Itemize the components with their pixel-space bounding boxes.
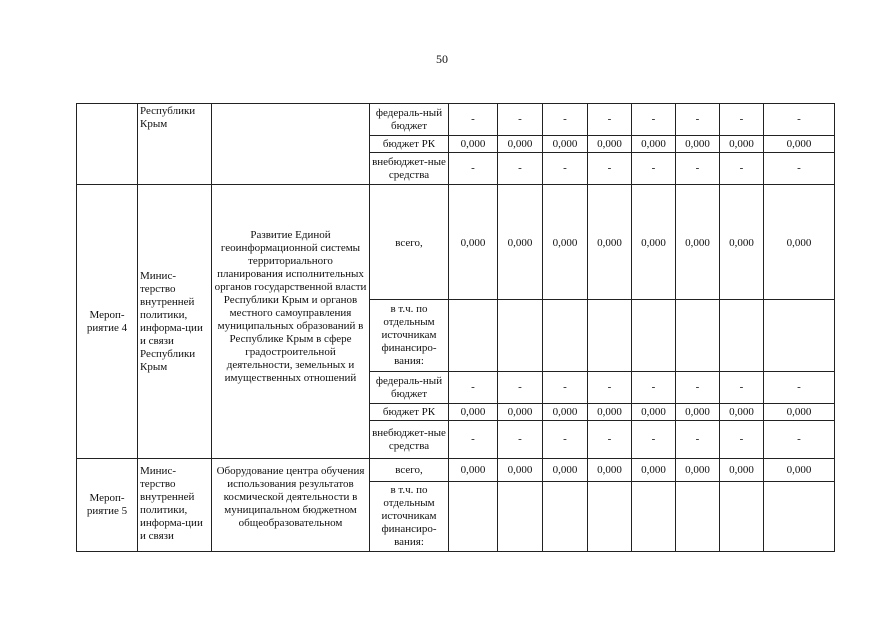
value-cell: -: [632, 104, 676, 136]
value-cell: -: [676, 372, 720, 404]
value-cell: 0,000: [632, 459, 676, 482]
value-cell: -: [720, 372, 764, 404]
event-5-name: Оборудование центра обучения использования результатов космической деятельности в муниципальном бюджетном общеобразовательном: [212, 459, 370, 552]
executor-cell: Республики Крым: [138, 104, 212, 185]
empty-cell: [632, 482, 676, 552]
value-cell: -: [449, 153, 498, 185]
value-cell: -: [720, 421, 764, 459]
value-cell: -: [498, 104, 543, 136]
value-cell: -: [588, 104, 632, 136]
value-cell: 0,000: [764, 136, 835, 153]
event-4-label: Мероп-риятие 4: [77, 185, 138, 459]
value-cell: -: [764, 153, 835, 185]
value-cell: -: [632, 372, 676, 404]
source-incl: в т.ч. по отдельным источникам финансиро-вания:: [370, 300, 449, 372]
source-federal: федераль-ный бюджет: [370, 372, 449, 404]
value-cell: 0,000: [449, 185, 498, 300]
empty-cell: [720, 300, 764, 372]
value-cell: -: [676, 104, 720, 136]
event-4-name: Развитие Единой геоинформационной системы территориального планирования исполнительных органов государственной власти Республики Крым и органов местного самоуправления муниципальных образований в Республике Крым в сфере градостроительной деятельности, земельных и имущественных отношений: [212, 185, 370, 459]
empty-cell: [632, 300, 676, 372]
value-cell: -: [449, 372, 498, 404]
value-cell: -: [588, 421, 632, 459]
value-cell: 0,000: [720, 459, 764, 482]
empty-cell: [764, 300, 835, 372]
value-cell: -: [588, 153, 632, 185]
event-name-cell-empty: [212, 104, 370, 185]
value-cell: 0,000: [449, 459, 498, 482]
table-row: [77, 185, 835, 300]
event-5-label: Мероп-риятие 5: [77, 459, 138, 552]
value-cell: 0,000: [720, 185, 764, 300]
value-cell: -: [543, 372, 588, 404]
value-cell: -: [632, 153, 676, 185]
value-cell: 0,000: [498, 185, 543, 300]
event-5-executor: Минис-терство внутренней политики, информа-ции и связи: [138, 459, 212, 552]
value-cell: -: [498, 372, 543, 404]
source-incl: в т.ч. по отдельным источникам финансиро-вания:: [370, 482, 449, 552]
empty-cell: [720, 482, 764, 552]
value-cell: 0,000: [449, 404, 498, 421]
value-cell: -: [498, 421, 543, 459]
value-cell: -: [543, 104, 588, 136]
table-row: [77, 104, 835, 136]
value-cell: -: [498, 153, 543, 185]
source-total: всего,: [370, 185, 449, 300]
empty-cell: [498, 300, 543, 372]
value-cell: -: [764, 372, 835, 404]
value-cell: -: [764, 421, 835, 459]
empty-cell: [676, 482, 720, 552]
value-cell: 0,000: [543, 136, 588, 153]
value-cell: 0,000: [676, 404, 720, 421]
event-cell-empty: [77, 104, 138, 185]
empty-cell: [543, 482, 588, 552]
value-cell: 0,000: [764, 185, 835, 300]
value-cell: 0,000: [676, 459, 720, 482]
source-total: всего,: [370, 459, 449, 482]
empty-cell: [543, 300, 588, 372]
value-cell: 0,000: [632, 185, 676, 300]
value-cell: 0,000: [676, 136, 720, 153]
value-cell: -: [764, 104, 835, 136]
value-cell: -: [543, 153, 588, 185]
page-number: 50: [436, 52, 448, 66]
value-cell: 0,000: [498, 404, 543, 421]
value-cell: -: [543, 421, 588, 459]
empty-cell: [449, 300, 498, 372]
source-rk: бюджет РК: [370, 136, 449, 153]
value-cell: 0,000: [764, 404, 835, 421]
value-cell: 0,000: [676, 185, 720, 300]
value-cell: 0,000: [498, 459, 543, 482]
value-cell: -: [676, 421, 720, 459]
value-cell: 0,000: [588, 404, 632, 421]
value-cell: 0,000: [588, 459, 632, 482]
empty-cell: [588, 482, 632, 552]
budget-table: [76, 103, 835, 552]
value-cell: 0,000: [543, 459, 588, 482]
value-cell: 0,000: [588, 136, 632, 153]
value-cell: -: [449, 104, 498, 136]
table-row: [77, 459, 835, 482]
value-cell: -: [676, 153, 720, 185]
value-cell: 0,000: [588, 185, 632, 300]
value-cell: 0,000: [632, 136, 676, 153]
value-cell: 0,000: [632, 404, 676, 421]
value-cell: 0,000: [720, 404, 764, 421]
empty-cell: [588, 300, 632, 372]
value-cell: -: [588, 372, 632, 404]
value-cell: -: [632, 421, 676, 459]
empty-cell: [449, 482, 498, 552]
value-cell: 0,000: [498, 136, 543, 153]
source-federal: федераль-ный бюджет: [370, 104, 449, 136]
source-rk: бюджет РК: [370, 404, 449, 421]
value-cell: 0,000: [449, 136, 498, 153]
value-cell: 0,000: [543, 185, 588, 300]
value-cell: -: [720, 153, 764, 185]
value-cell: -: [720, 104, 764, 136]
event-4-executor: Минис-терство внутренней политики, информа-ции и связи Республики Крым: [138, 185, 212, 459]
empty-cell: [498, 482, 543, 552]
empty-cell: [764, 482, 835, 552]
source-extra: внебюджет-ные средства: [370, 153, 449, 185]
source-extra: внебюджет-ные средства: [370, 421, 449, 459]
value-cell: 0,000: [764, 459, 835, 482]
value-cell: -: [449, 421, 498, 459]
value-cell: 0,000: [720, 136, 764, 153]
empty-cell: [676, 300, 720, 372]
value-cell: 0,000: [543, 404, 588, 421]
